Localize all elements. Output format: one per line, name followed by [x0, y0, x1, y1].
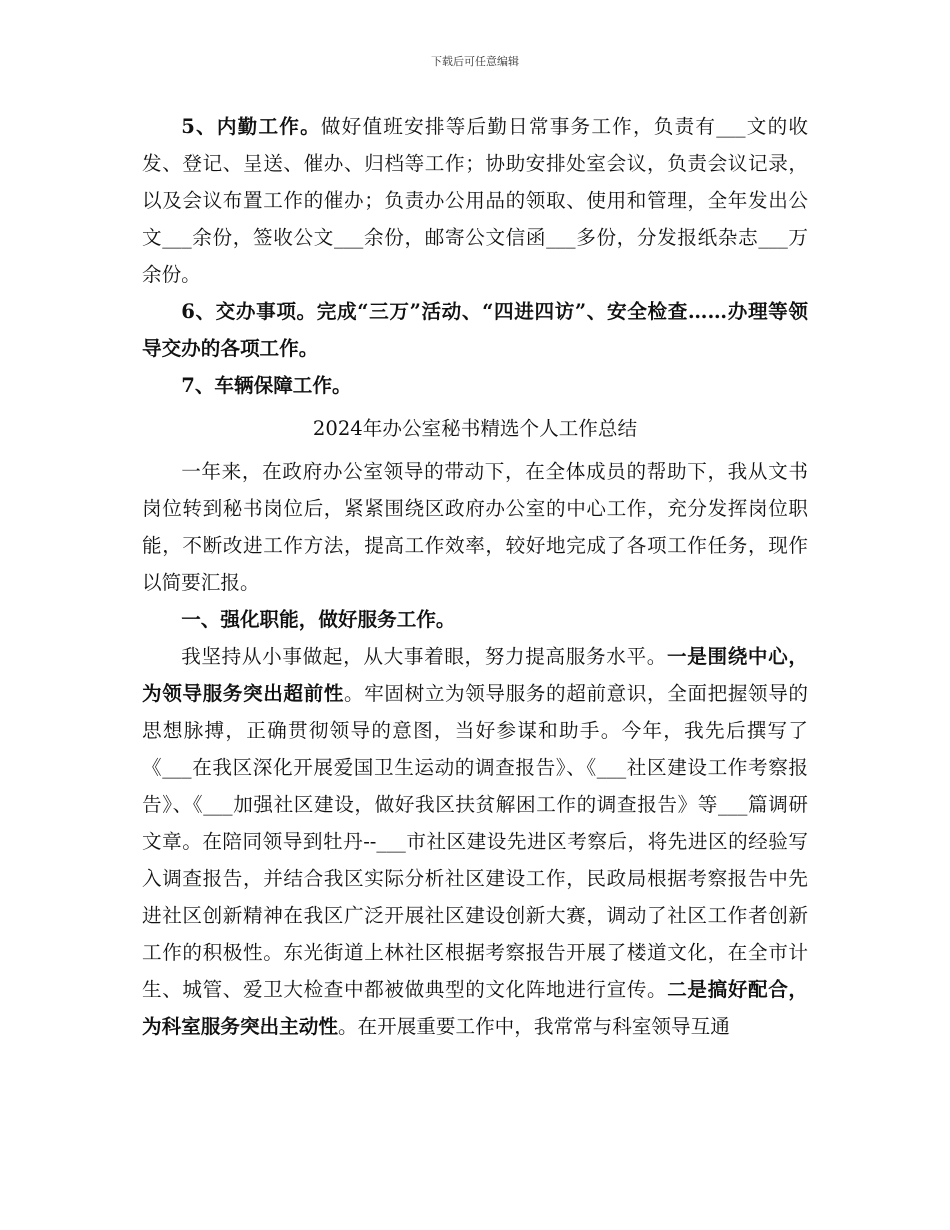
page-header: 下载后可任意编辑 — [431, 55, 519, 68]
section-1-paragraph — [142, 638, 808, 1045]
item-6-paragraph: 6、交办事项。完成“三万”活动、“四进四访”、安全检查……办理等领导交办的各项工作。 — [142, 300, 808, 360]
intro-paragraph: 一年来，在政府办公室领导的带动下，在全体成员的帮助下，我从文书岗位转到秘书岗位后，紧紧围绕区政府办公室的中心工作，充分发挥岗位职能，不断改进工作方法，提高工作效率，较好地完成了各项工作任务，现作以简要汇报。 — [142, 460, 808, 594]
item-5-heading: 5、内勤工作。 — [181, 115, 321, 138]
item-5-paragraph — [142, 108, 808, 293]
section-1-text-3: 。在开展重要工作中，我常常与科室领导互通 — [337, 1015, 730, 1038]
document-title: 2024年办公室秘书精选个人工作总结 — [312, 417, 638, 440]
section-1-bold-2: 二是搞好配合，为科室服务突出主动性 — [142, 978, 809, 1038]
section-1-bold-1: 一是围绕中心，为领导服务突出超前性 — [142, 645, 809, 705]
section-1-text-1: 我坚持从小事做起，从大事着眼，努力提高服务水平。 — [181, 645, 667, 668]
item-5-text: 做好值班安排等后勤日常事务工作，负责有___文的收发、登记、呈送、催办、归档等工作；协助安排处室会议，负责会议记录，以及会议布置工作的催办；负责办公用品的领取、使用和管理，全年发出公文___余份，签收公文___余份，邮寄公文信函___多份，分发报纸杂志___万余份。 — [142, 115, 808, 286]
section-1-heading: 一、强化职能，做好服务工作。 — [181, 608, 456, 631]
section-1-text-2: 。牢固树立为领导服务的超前意识，全面把握领导的思想脉搏，正确贯彻领导的意图，当好参谋和助手。今年，我先后撰写了《___在我区深化开展爱国卫生运动的调查报告》、《___社区建设工作考察报告》、《___加强社区建设，做好我区扶贫解困工作的调查报告》等___篇调研文章。在陪同领导到牡丹--___市社区建设先进区考察后，将先进区的经验写入调查报告，并结合我区实际分析社区建设工作，民政局根据考察报告中先进社区创新精神在我区广泛开展社区建设创新大赛，调动了社区工作者创新工作的积极性。东光街道上林社区根据考察报告开展了楼道文化，在全市计生、城管、爱卫大检查中都被做典型的文化阵地进行宣传。 — [142, 682, 809, 1001]
item-7-paragraph: 7、车辆保障工作。 — [181, 374, 352, 397]
document-body — [142, 108, 808, 1045]
